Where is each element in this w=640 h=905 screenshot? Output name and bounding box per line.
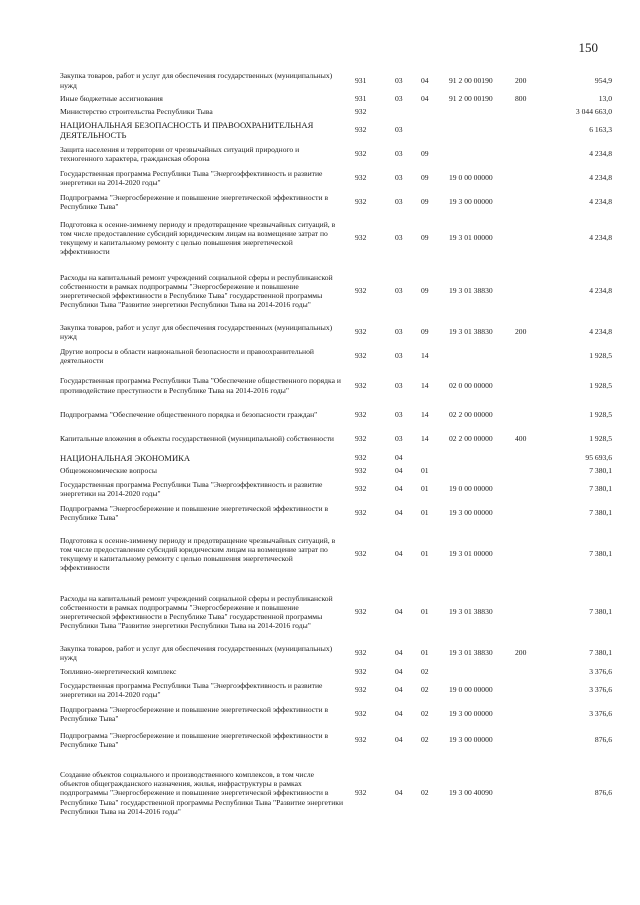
row-target-article <box>449 464 515 477</box>
row-amount: 1 928,5 <box>589 434 612 444</box>
row-target-article <box>449 665 515 678</box>
row-amount: 7 380,1 <box>589 508 612 518</box>
row-name: Подпрограмма "Энергосбережение и повышение энергетической эффективности в Республике Тыва" <box>60 704 329 723</box>
table-row <box>60 344 614 368</box>
row-expense-type: 200 <box>515 648 527 658</box>
row-name: Расходы на капитальный ремонт учреждений социальной сферы и республиканской собственности в рамках подпрограммы "Энергосбережение и повышение энергетической эффективности в Республике Тыва" государственной программы Республики Тыва "Развитие энергетики Республики Тыва на 2014-2016 годы" <box>60 272 333 310</box>
row-ved-code: 932 <box>355 327 367 337</box>
budget-table-body <box>60 69 614 832</box>
table-row <box>60 368 614 403</box>
row-expense-type <box>515 451 553 464</box>
row-target-article <box>449 142 515 166</box>
row-target-article: 19 3 00 00000 <box>449 735 493 745</box>
row-amount: 4 234,8 <box>589 327 612 337</box>
row-ved-code: 932 <box>355 465 367 475</box>
row-name: НАЦИОНАЛЬНАЯ БЕЗОПАСНОСТЬ И ПРАВООХРАНИТЕЛЬНАЯ ДЕЯТЕЛЬНОСТЬ <box>60 120 314 140</box>
table-row <box>60 583 614 641</box>
row-expense-type <box>515 525 553 583</box>
row-ved-code: 932 <box>355 351 367 361</box>
row-ved-code: 932 <box>355 685 367 695</box>
table-row <box>60 726 614 754</box>
row-target-article: 91 2 00 00190 <box>449 75 493 85</box>
row-expense-type <box>515 344 553 368</box>
row-section-code: 03 <box>395 410 403 420</box>
row-section-code: 03 <box>395 380 403 390</box>
table-row <box>60 320 614 344</box>
row-amount: 1 928,5 <box>589 351 612 361</box>
row-target-article: 19 3 01 00000 <box>449 233 493 243</box>
row-amount: 4 234,8 <box>589 233 612 243</box>
row-section-code: 04 <box>395 735 403 745</box>
row-amount: 7 380,1 <box>589 484 612 494</box>
table-row <box>60 754 614 832</box>
row-subsection-code: 04 <box>421 93 429 103</box>
row-section-code: 03 <box>395 173 403 183</box>
table-row <box>60 427 614 451</box>
row-subsection-code: 02 <box>421 709 429 719</box>
row-section-code: 03 <box>395 351 403 361</box>
row-ved-code: 931 <box>355 93 367 103</box>
table-row <box>60 92 614 105</box>
row-expense-type <box>515 403 553 427</box>
row-amount: 3 376,6 <box>589 666 612 676</box>
table-row <box>60 641 614 665</box>
row-section-code: 04 <box>395 508 403 518</box>
row-expense-type: 200 <box>515 327 527 337</box>
row-subsection-code: 09 <box>421 233 429 243</box>
row-section-code <box>395 105 421 118</box>
row-name: Топливно-энергетический комплекс <box>60 666 177 676</box>
table-row <box>60 403 614 427</box>
row-amount: 4 234,8 <box>589 286 612 296</box>
row-expense-type <box>515 583 553 641</box>
table-row <box>60 525 614 583</box>
table-row <box>60 142 614 166</box>
row-section-code: 03 <box>395 434 403 444</box>
row-expense-type <box>515 142 553 166</box>
row-amount: 3 044 663,0 <box>575 106 612 116</box>
row-ved-code: 932 <box>355 735 367 745</box>
row-subsection-code: 14 <box>421 410 429 420</box>
row-subsection-code: 01 <box>421 484 429 494</box>
row-section-code: 04 <box>395 666 403 676</box>
row-name: Подпрограмма "Энергосбережение и повышение энергетической эффективности в Республике Тыва" <box>60 192 329 211</box>
row-ved-code: 931 <box>355 75 367 85</box>
row-amount: 7 380,1 <box>589 648 612 658</box>
table-row <box>60 262 614 320</box>
row-subsection-code: 14 <box>421 434 429 444</box>
row-ved-code: 932 <box>355 648 367 658</box>
row-expense-type <box>515 501 553 525</box>
row-amount: 876,6 <box>594 788 612 798</box>
row-expense-type <box>515 477 553 501</box>
row-target-article: 19 3 01 38830 <box>449 286 493 296</box>
row-amount: 1 928,5 <box>589 410 612 420</box>
row-target-article: 19 3 01 00000 <box>449 549 493 559</box>
row-ved-code: 932 <box>355 380 367 390</box>
row-target-article: 19 0 00 00000 <box>449 484 493 494</box>
row-target-article <box>449 451 515 464</box>
row-target-article <box>449 105 515 118</box>
row-target-article: 02 2 00 00000 <box>449 410 493 420</box>
table-row <box>60 105 614 118</box>
row-target-article: 19 0 00 00000 <box>449 173 493 183</box>
row-expense-type <box>515 118 553 142</box>
row-section-code: 04 <box>395 607 403 617</box>
row-amount: 3 376,6 <box>589 685 612 695</box>
row-target-article: 19 3 01 38830 <box>449 607 493 617</box>
row-name: НАЦИОНАЛЬНАЯ ЭКОНОМИКА <box>60 452 191 463</box>
row-target-article: 19 3 00 00000 <box>449 709 493 719</box>
table-row <box>60 166 614 190</box>
table-row <box>60 665 614 678</box>
row-subsection-code <box>421 451 449 464</box>
row-expense-type: 400 <box>515 434 527 444</box>
table-row <box>60 678 614 702</box>
row-ved-code: 932 <box>355 452 367 462</box>
row-name: Общеэкономические вопросы <box>60 465 157 475</box>
row-target-article: 91 2 00 00190 <box>449 93 493 103</box>
row-name: Создание объектов социального и производственного комплексов, в том числе объектов общегражданского назначения, жилья, инфраструктуры в рамках подпрограммы "Энергосбережение и повышение энергетической эффективности в Республике Тыва" государственной программы Республики Тыва "Развитие энергетики Республики Тыва на 2014-2016 годы" <box>60 769 344 816</box>
row-target-article <box>449 344 515 368</box>
row-subsection-code: 01 <box>421 549 429 559</box>
row-amount: 3 376,6 <box>589 709 612 719</box>
row-subsection-code: 02 <box>421 685 429 695</box>
row-amount: 4 234,8 <box>589 197 612 207</box>
row-target-article: 19 3 00 00000 <box>449 197 493 207</box>
row-expense-type <box>515 665 553 678</box>
row-ved-code: 932 <box>355 709 367 719</box>
row-name: Защита населения и территории от чрезвычайных ситуаций природного и техногенного характера, гражданская оборона <box>60 144 300 163</box>
row-subsection-code: 04 <box>421 75 429 85</box>
row-name: Другие вопросы в области национальной безопасности и правоохранительной деятельности <box>60 346 314 365</box>
row-amount: 7 380,1 <box>589 465 612 475</box>
row-amount: 7 380,1 <box>589 607 612 617</box>
row-amount: 7 380,1 <box>589 549 612 559</box>
row-expense-type <box>515 105 553 118</box>
row-ved-code: 932 <box>355 508 367 518</box>
row-target-article: 02 2 00 00000 <box>449 434 493 444</box>
row-subsection-code: 09 <box>421 327 429 337</box>
row-name: Подготовка к осенне-зимнему периоду и предотвращение чрезвычайных ситуаций, в том числе предоставление субсидий юридическим лицам на возмещение затрат по текущему и капитальному ремонту с целью повышения энергетической эффективности <box>60 535 336 573</box>
row-ved-code: 932 <box>355 149 367 159</box>
budget-table <box>60 69 614 832</box>
row-ved-code: 932 <box>355 484 367 494</box>
row-subsection-code: 01 <box>421 508 429 518</box>
row-name: Капитальные вложения в объекты государственной (муниципальной) собственности <box>60 434 334 444</box>
table-row <box>60 477 614 501</box>
row-amount: 954,9 <box>594 75 612 85</box>
row-amount: 1 928,5 <box>589 380 612 390</box>
row-name: Закупка товаров, работ и услуг для обеспечения государственных (муниципальных) нужд <box>60 322 333 341</box>
row-section-code: 03 <box>395 93 403 103</box>
row-target-article: 19 3 00 00000 <box>449 508 493 518</box>
row-subsection-code: 02 <box>421 666 429 676</box>
row-subsection-code: 14 <box>421 351 429 361</box>
row-section-code: 04 <box>395 648 403 658</box>
row-subsection-code: 09 <box>421 149 429 159</box>
row-expense-type: 200 <box>515 75 527 85</box>
row-name: Подпрограмма "Энергосбережение и повышение энергетической эффективности в Республике Тыва" <box>60 730 329 749</box>
row-subsection-code: 09 <box>421 286 429 296</box>
table-row <box>60 190 614 214</box>
row-expense-type <box>515 214 553 262</box>
row-amount: 6 163,3 <box>589 125 612 135</box>
row-section-code: 03 <box>395 75 403 85</box>
row-name: Подготовка к осенне-зимнему периоду и предотвращение чрезвычайных ситуаций, в том числе предоставление субсидий юридическим лицам на возмещение затрат по текущему и капитальному ремонту с целью повышения энергетической эффективности <box>60 219 336 257</box>
row-section-code: 03 <box>395 149 403 159</box>
row-target-article: 19 0 00 00000 <box>449 685 493 695</box>
row-ved-code: 932 <box>355 286 367 296</box>
row-expense-type <box>515 678 553 702</box>
row-section-code: 04 <box>395 452 403 462</box>
row-ved-code: 932 <box>355 434 367 444</box>
row-subsection-code: 14 <box>421 380 429 390</box>
row-section-code: 03 <box>395 286 403 296</box>
row-name: Государственная программа Республики Тыва "Энергоэффективность и развитие энергетики на 2014-2020 годы" <box>60 168 323 187</box>
row-expense-type: 800 <box>515 93 527 103</box>
row-subsection-code <box>421 105 449 118</box>
row-ved-code: 932 <box>355 173 367 183</box>
row-name: Министерство строительства Республики Тыва <box>60 106 213 116</box>
row-section-code: 04 <box>395 549 403 559</box>
row-ved-code: 932 <box>355 106 367 116</box>
row-target-article: 19 3 00 40090 <box>449 788 493 798</box>
row-subsection-code: 01 <box>421 607 429 617</box>
row-section-code: 03 <box>395 125 403 135</box>
row-subsection-code: 09 <box>421 197 429 207</box>
row-subsection-code: 01 <box>421 648 429 658</box>
row-amount: 4 234,8 <box>589 173 612 183</box>
row-expense-type <box>515 262 553 320</box>
section-row <box>60 118 614 142</box>
row-amount: 13,0 <box>598 93 612 103</box>
row-section-code: 03 <box>395 233 403 243</box>
row-name: Расходы на капитальный ремонт учреждений социальной сферы и республиканской собственности в рамках подпрограммы "Энергосбережение и повышение энергетической эффективности в Республике Тыва" государственной программы Республики Тыва "Развитие энергетики Республики Тыва на 2014-2016 годы" <box>60 593 333 631</box>
row-name: Иные бюджетные ассигнования <box>60 93 163 103</box>
row-ved-code: 932 <box>355 666 367 676</box>
row-ved-code: 932 <box>355 607 367 617</box>
row-expense-type <box>515 726 553 754</box>
row-expense-type <box>515 190 553 214</box>
row-section-code: 04 <box>395 484 403 494</box>
row-subsection-code: 01 <box>421 465 429 475</box>
row-ved-code: 932 <box>355 549 367 559</box>
row-expense-type <box>515 754 553 832</box>
row-section-code: 04 <box>395 685 403 695</box>
row-subsection-code: 02 <box>421 735 429 745</box>
row-amount: 876,6 <box>594 735 612 745</box>
row-target-article: 02 0 00 00000 <box>449 380 493 390</box>
row-ved-code: 932 <box>355 410 367 420</box>
row-target-article: 19 3 01 38830 <box>449 327 493 337</box>
row-expense-type <box>515 166 553 190</box>
row-name: Государственная программа Республики Тыва "Энергоэффективность и развитие энергетики на 2014-2020 годы" <box>60 680 323 699</box>
row-ved-code: 932 <box>355 125 367 135</box>
row-name: Подпрограмма "Энергосбережение и повышение энергетической эффективности в Республике Тыва" <box>60 503 329 522</box>
row-ved-code: 932 <box>355 197 367 207</box>
row-expense-type <box>515 464 553 477</box>
row-amount: 95 693,6 <box>585 452 612 462</box>
table-row <box>60 464 614 477</box>
row-ved-code: 932 <box>355 788 367 798</box>
row-expense-type <box>515 368 553 403</box>
row-name: Закупка товаров, работ и услуг для обеспечения государственных (муниципальных) нужд <box>60 643 333 662</box>
row-section-code: 04 <box>395 465 403 475</box>
page-number: 150 <box>578 40 598 55</box>
row-name: Закупка товаров, работ и услуг для обеспечения государственных (муниципальных) нужд <box>60 71 333 90</box>
row-subsection-code: 02 <box>421 788 429 798</box>
row-expense-type <box>515 702 553 726</box>
row-name: Подпрограмма "Обеспечение общественного порядка и безопасности граждан" <box>60 410 318 420</box>
table-row <box>60 214 614 262</box>
row-section-code: 04 <box>395 788 403 798</box>
row-amount: 4 234,8 <box>589 149 612 159</box>
table-row <box>60 702 614 726</box>
row-section-code: 03 <box>395 327 403 337</box>
row-ved-code: 932 <box>355 233 367 243</box>
row-name: Государственная программа Республики Тыва "Энергоэффективность и развитие энергетики на 2014-2020 годы" <box>60 479 323 498</box>
section-row <box>60 451 614 464</box>
row-section-code: 04 <box>395 709 403 719</box>
row-section-code: 03 <box>395 197 403 207</box>
row-target-article <box>449 118 515 142</box>
row-subsection-code: 09 <box>421 173 429 183</box>
table-row <box>60 69 614 92</box>
row-subsection-code <box>421 118 449 142</box>
row-name: Государственная программа Республики Тыва "Обеспечение общественного порядка и противодействие преступности в Республике Тыва на 2014-2016 годы" <box>60 376 341 395</box>
row-target-article: 19 3 01 38830 <box>449 648 493 658</box>
table-row <box>60 501 614 525</box>
